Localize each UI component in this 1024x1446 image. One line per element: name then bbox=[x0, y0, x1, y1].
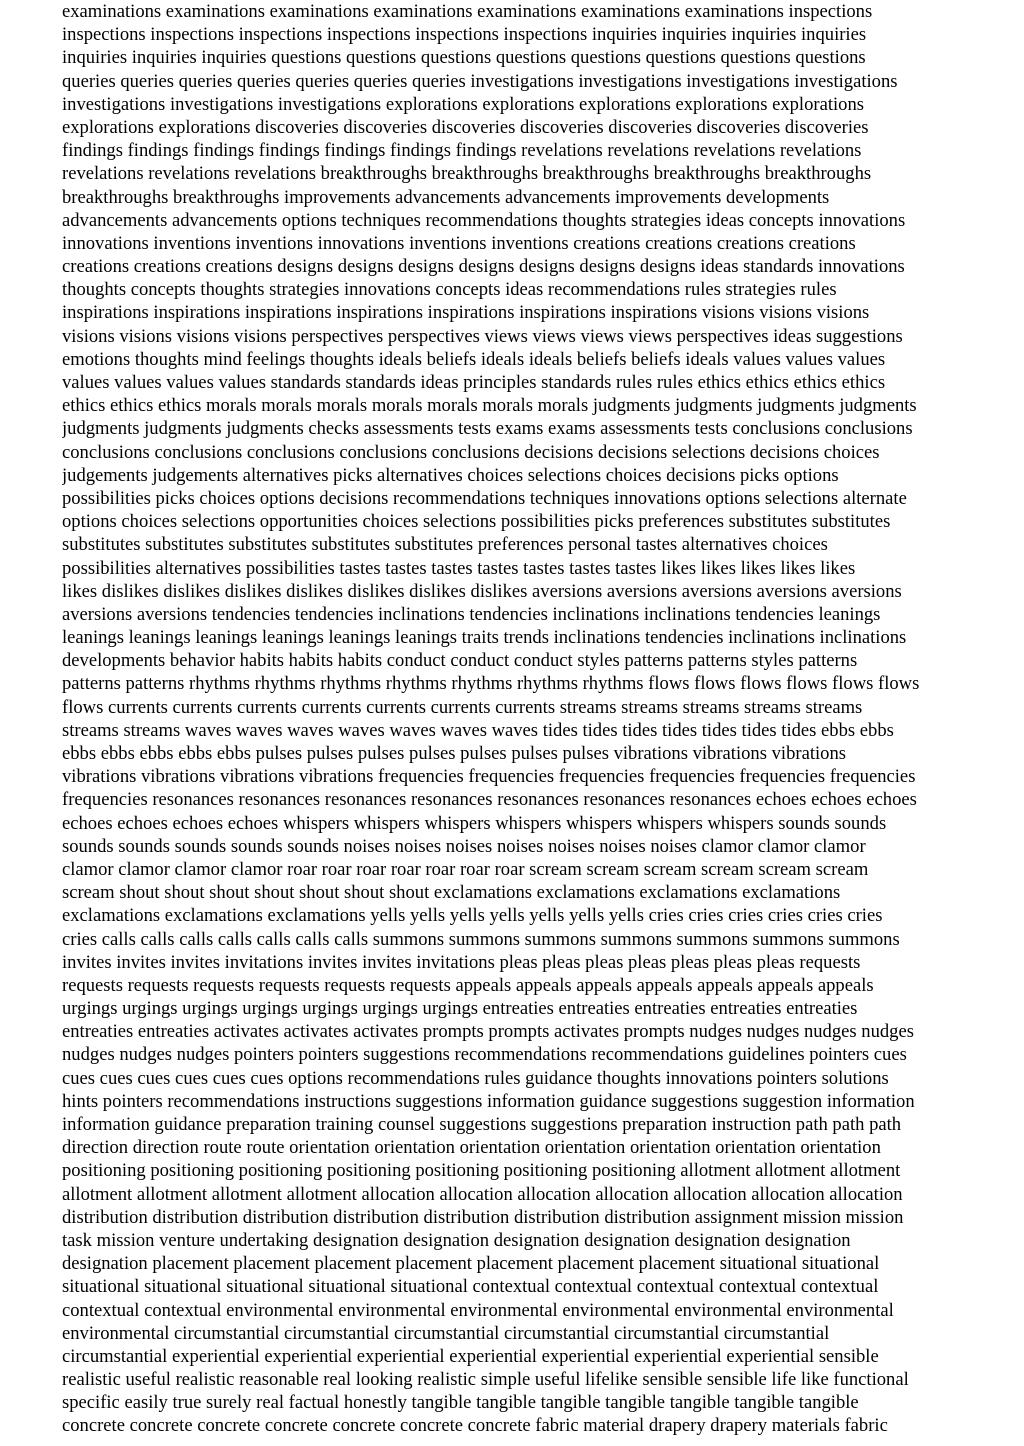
text-line: designation placement placement placement placement placement placement placement situational situational bbox=[62, 1253, 880, 1275]
text-line: cues cues cues cues cues cues options recommendations rules guidance thoughts innovations pointers solutions bbox=[62, 1067, 889, 1089]
text-line: streams streams waves waves waves waves waves waves waves tides tides tides tides tides tides tides ebbs ebbs bbox=[62, 719, 894, 741]
text-line: breakthroughs breakthroughs improvements advancements advancements improvements developments bbox=[62, 186, 830, 208]
text-line: scream shout shout shout shout shout shout shout exclamations exclamations exclamations exclamations bbox=[62, 882, 841, 904]
text-line: innovations inventions inventions innovations inventions inventions creations creations creations creations bbox=[62, 232, 856, 254]
text-line: situational situational situational situational situational contextual contextual contextual contextual contextual bbox=[62, 1276, 879, 1298]
text-line: sounds sounds sounds sounds sounds noises noises noises noises noises noises noises clamor clamor clamor bbox=[62, 835, 866, 857]
text-line: patterns patterns rhythms rhythms rhythms rhythms rhythms rhythms rhythms flows flows flows flows flows flows bbox=[62, 673, 920, 695]
text-line: positioning positioning positioning positioning positioning positioning positioning allotment allotment allotment bbox=[62, 1160, 901, 1182]
text-line: ethics ethics ethics morals morals morals morals morals morals morals judgments judgments judgments judgments bbox=[62, 395, 917, 417]
text-line: direction direction route route orientation orientation orientation orientation orientation orientation orientation bbox=[62, 1137, 881, 1159]
text-line: conclusions conclusions conclusions conclusions conclusions decisions decisions selections decisions choices bbox=[62, 441, 880, 463]
text-line: emotions thoughts mind feelings thoughts ideals beliefs ideals ideals beliefs beliefs ideals values values values bbox=[62, 348, 886, 370]
text-line: possibilities alternatives possibilities tastes tastes tastes tastes tastes tastes tastes likes likes likes likes likes bbox=[62, 557, 856, 579]
text-line: leanings leanings leanings leanings leanings leanings traits trends inclinations tendencies inclinations inclinations bbox=[62, 627, 907, 649]
text-line: inspirations inspirations inspirations inspirations inspirations inspirations inspirations visions visions visions bbox=[62, 302, 870, 324]
text-line: echoes echoes echoes echoes whispers whispers whispers whispers whispers whispers whispers sounds sounds bbox=[62, 812, 887, 834]
text-line: findings findings findings findings findings findings findings revelations revelations revelations revelations bbox=[62, 140, 862, 162]
text-line: possibilities picks choices options decisions recommendations techniques innovations options selections alternate bbox=[62, 487, 907, 509]
text-line: vibrations vibrations vibrations vibrations frequencies frequencies frequencies frequencies frequencies frequencies bbox=[62, 766, 916, 788]
text-line: invites invites invites invitations invites invites invitations pleas pleas pleas pleas pleas pleas pleas requests bbox=[62, 951, 861, 973]
text-line: entreaties entreaties activates activates activates prompts prompts activates prompts nudges nudges nudges nudges bbox=[62, 1021, 914, 1043]
text-line: environmental circumstantial circumstantial circumstantial circumstantial circumstantial circumstantial bbox=[62, 1322, 830, 1344]
text-line: hints pointers recommendations instructions suggestions information guidance suggestions suggestion information bbox=[62, 1090, 915, 1112]
text-line: concrete concrete concrete concrete concrete concrete concrete fabric material drapery drapery materials fabric bbox=[62, 1415, 888, 1437]
text-line: judgements judgements alternatives picks alternatives choices selections choices decisions picks options bbox=[62, 464, 839, 486]
text-line: inspections inspections inspections inspections inspections inspections inquiries inquiries inquiries inquiries bbox=[62, 24, 867, 46]
text-line: revelations revelations revelations breakthroughs breakthroughs breakthroughs breakthroughs breakthroughs bbox=[62, 163, 872, 185]
text-line: requests requests requests requests requests requests appeals appeals appeals appeals appeals appeals appeals bbox=[62, 974, 874, 996]
text-line: likes dislikes dislikes dislikes dislikes dislikes dislikes dislikes aversions aversions aversions aversions aversions bbox=[62, 580, 902, 602]
text-line: values values values values standards standards ideas principles standards rules rules ethics ethics ethics ethics bbox=[62, 372, 886, 393]
text-line: allotment allotment allotment allotment allocation allocation allocation allocation allocation allocation allocation bbox=[62, 1183, 903, 1205]
text-line: substitutes substitutes substitutes substitutes substitutes preferences personal tastes alternatives choices bbox=[62, 534, 828, 556]
text-line: judgments judgments judgments checks assessments tests exams exams assessments tests conclusions conclusions bbox=[62, 418, 913, 440]
text-line: explorations explorations discoveries discoveries discoveries discoveries discoveries discoveries discoveries bbox=[62, 116, 869, 138]
text-line: realistic useful realistic reasonable real looking realistic simple useful lifelike sensible sensible life like functional bbox=[62, 1369, 909, 1391]
text-line: aversions aversions tendencies tendencies inclinations tendencies inclinations inclinations tendencies leanings bbox=[62, 603, 881, 625]
text-line: urgings urgings urgings urgings urgings urgings urgings entreaties entreaties entreaties entreaties entreaties bbox=[62, 998, 858, 1020]
text-line: queries queries queries queries queries queries queries investigations investigations investigations investigations bbox=[62, 70, 898, 92]
text-line: investigations investigations investigations explorations explorations explorations explorations explorations bbox=[62, 93, 864, 115]
text-line: clamor clamor clamor clamor roar roar roar roar roar roar roar scream scream scream scream scream scream bbox=[62, 858, 869, 880]
text-line: specific easily true surely real factual honestly tangible tangible tangible tangible tangible tangible tangible bbox=[62, 1392, 859, 1414]
text-line: developments behavior habits habits habits conduct conduct conduct styles patterns patterns styles patterns bbox=[62, 650, 858, 672]
text-line: flows currents currents currents currents currents currents currents streams streams streams streams streams bbox=[62, 696, 863, 718]
text-line: circumstantial experiential experiential experiential experiential experiential experiential experiential sensible bbox=[62, 1345, 879, 1367]
text-line: cries calls calls calls calls calls calls calls summons summons summons summons summons summons summons bbox=[62, 928, 900, 950]
text-line: frequencies resonances resonances resonances resonances resonances resonances resonances echoes echoes echoes bbox=[62, 789, 917, 811]
text-line: visions visions visions visions perspectives perspectives views views views views perspectives ideas suggestions bbox=[62, 325, 903, 347]
text-line: contextual contextual environmental environmental environmental environmental environmental environmental bbox=[62, 1299, 894, 1321]
text-line: inquiries inquiries inquiries questions questions questions questions questions questions questions questions bbox=[62, 47, 866, 69]
document-body bbox=[62, 0, 1022, 1438]
text-line: options choices selections opportunities choices selections possibilities picks preferences substitutes substitutes bbox=[62, 511, 891, 533]
text-line: advancements advancements options techniques recommendations thoughts strategies ideas concepts innovations bbox=[62, 209, 906, 231]
text-line: examinations examinations examinations examinations examinations examinations examinations inspections bbox=[62, 1, 873, 22]
text-line: distribution distribution distribution distribution distribution distribution distribution assignment mission mission bbox=[62, 1206, 904, 1228]
text-line: information guidance preparation training counsel suggestions suggestions preparation instruction path path path bbox=[62, 1114, 902, 1135]
text-line: nudges nudges nudges pointers pointers suggestions recommendations recommendations guidelines pointers cues bbox=[62, 1044, 907, 1066]
text-line: ebbs ebbs ebbs ebbs ebbs pulses pulses pulses pulses pulses pulses pulses vibrations vibrations vibrations bbox=[62, 743, 846, 764]
text-line: task mission venture undertaking designation designation designation designation designation designation bbox=[62, 1229, 851, 1251]
text-line: exclamations exclamations exclamations yells yells yells yells yells yells yells cries cries cries cries cries cries bbox=[62, 905, 883, 927]
text-line: creations creations creations designs designs designs designs designs designs designs ideas standards innovations bbox=[62, 256, 905, 278]
text-line: thoughts concepts thoughts strategies innovations concepts ideas recommendations rules strategies rules bbox=[62, 279, 837, 301]
